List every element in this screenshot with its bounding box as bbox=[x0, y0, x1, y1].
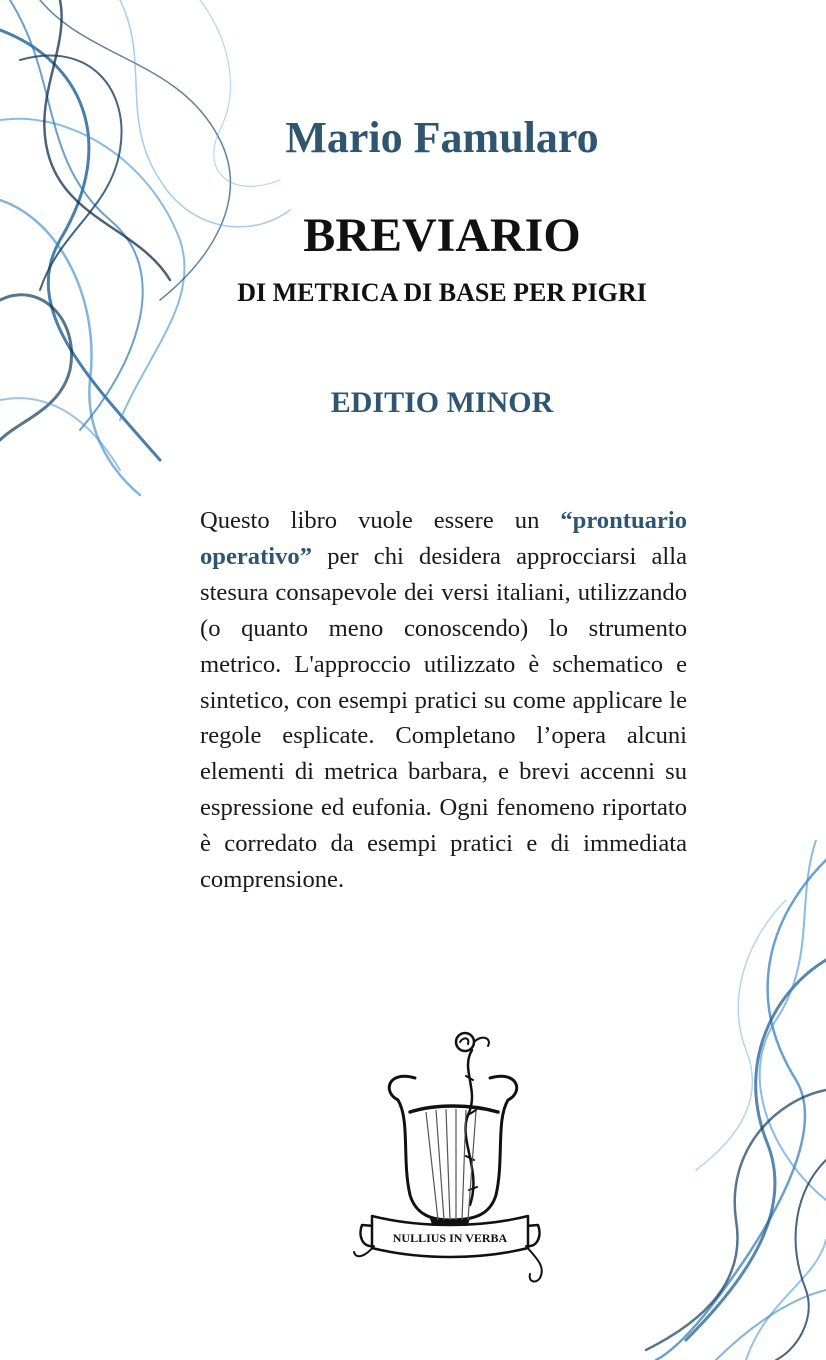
decorative-swirl-bottom-right bbox=[626, 840, 826, 1360]
logo-motto: NULLIUS IN VERBA bbox=[392, 1231, 508, 1245]
lyre-logo bbox=[340, 1020, 560, 1285]
back-cover-blurb bbox=[200, 503, 687, 898]
blurb-intro: Questo libro vuole essere un bbox=[200, 507, 540, 534]
author-name: Mario Famularo bbox=[285, 113, 599, 162]
book-title: BREVIARIO bbox=[303, 209, 581, 262]
book-subtitle: DI METRICA DI BASE PER PIGRI bbox=[237, 278, 647, 307]
blurb-highlight: “prontuario operativo” bbox=[200, 507, 687, 570]
edition-label: EDITIO MINOR bbox=[330, 386, 554, 419]
blurb-body: per chi desidera approcciarsi alla stesura consapevole dei versi italiani, utilizzando (o quanto meno conoscendo) lo strumento metrico. L'approccio utilizzato è schematico e sintetico, con esempi pratici su come applicare le regole esplicate. Completano l’opera alcuni elementi di metrica barbara, e brevi accenni su espressione ed eufonia. Ogni fenomeno riportato è corredato da esempi pratici e di immediata comprensione. bbox=[200, 542, 687, 894]
